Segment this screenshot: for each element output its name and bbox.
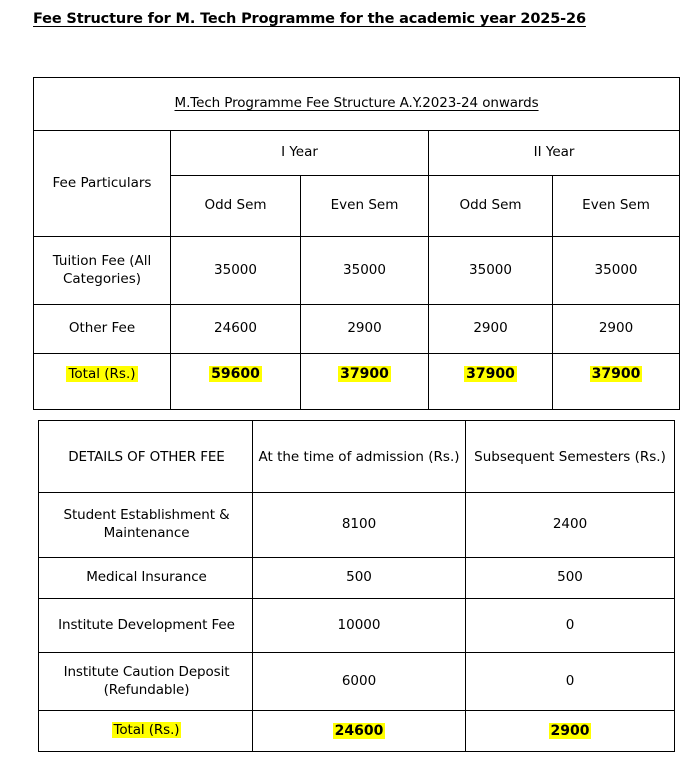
cell-otherfee-y1-even: 2900	[301, 305, 429, 354]
header-details-of-other-fee: DETAILS OF OTHER FEE	[39, 421, 253, 493]
table-row-total	[34, 354, 680, 410]
table-row	[39, 653, 675, 711]
cell-tuition-y1-odd: 35000	[171, 237, 301, 305]
table-row-total	[39, 711, 675, 752]
table-row	[39, 558, 675, 599]
details-of-other-fee-table	[38, 420, 675, 752]
header-year2-even-sem: Even Sem	[553, 176, 680, 237]
row-label-total	[34, 354, 171, 410]
row-label-institute-development-fee: Institute Development Fee	[39, 599, 253, 653]
row-label-student-establishment-maintenance: Student Establishment & Maintenance	[39, 493, 253, 558]
header-year1-odd-sem: Odd Sem	[171, 176, 301, 237]
cell-otherfee-y2-odd: 2900	[429, 305, 553, 354]
row-label-institute-caution-deposit: Institute Caution Deposit (Refundable)	[39, 653, 253, 711]
header-year2-odd-sem: Odd Sem	[429, 176, 553, 237]
cell-total-admission: 24600	[253, 711, 466, 752]
table-row-header	[39, 421, 675, 493]
cell-total-y1-odd: 59600	[171, 354, 301, 410]
table-row-banner	[34, 78, 680, 131]
cell-tuition-y2-even: 35000	[553, 237, 680, 305]
row-label-total-text: Total (Rs.)	[113, 722, 180, 739]
page-title: Fee Structure for M. Tech Programme for the academic year 2025-26	[33, 11, 586, 27]
cell-tuition-y2-odd: 35000	[429, 237, 553, 305]
row-label-medical-insurance: Medical Insurance	[39, 558, 253, 599]
header-year-1: I Year	[171, 131, 429, 176]
header-fee-particulars: Fee Particulars	[34, 131, 171, 237]
cell-total-y1-even: 37900	[301, 354, 429, 410]
cell-medical-insurance-subsequent: 500	[466, 558, 675, 599]
table-row-year-group	[34, 131, 680, 176]
table-one-banner-cell	[34, 78, 680, 131]
cell-student-establishment-admission: 8100	[253, 493, 466, 558]
table-row	[34, 237, 680, 305]
cell-total-y2-odd: 37900	[429, 354, 553, 410]
cell-total-y2-even: 37900	[553, 354, 680, 410]
header-at-time-of-admission: At the time of admission (Rs.)	[253, 421, 466, 493]
header-year1-even-sem: Even Sem	[301, 176, 429, 237]
row-label-other-fee: Other Fee	[34, 305, 171, 354]
cell-medical-insurance-admission: 500	[253, 558, 466, 599]
header-year-2: II Year	[429, 131, 680, 176]
mtech-fee-structure-table	[33, 77, 680, 410]
cell-total-subsequent: 2900	[466, 711, 675, 752]
cell-institute-caution-subsequent: 0	[466, 653, 675, 711]
table-row	[39, 493, 675, 558]
table-one-banner-text: M.Tech Programme Fee Structure A.Y.2023-24 onwards	[174, 95, 539, 112]
header-subsequent-semesters: Subsequent Semesters (Rs.)	[466, 421, 675, 493]
cell-otherfee-y1-odd: 24600	[171, 305, 301, 354]
row-label-tuition-fee: Tuition Fee (All Categories)	[34, 237, 171, 305]
row-label-total-text: Total (Rs.)	[68, 365, 136, 382]
cell-institute-development-subsequent: 0	[466, 599, 675, 653]
table-row	[39, 599, 675, 653]
row-label-total	[39, 711, 253, 752]
cell-institute-caution-admission: 6000	[253, 653, 466, 711]
table-row	[34, 305, 680, 354]
cell-student-establishment-subsequent: 2400	[466, 493, 675, 558]
cell-otherfee-y2-even: 2900	[553, 305, 680, 354]
cell-institute-development-admission: 10000	[253, 599, 466, 653]
cell-tuition-y1-even: 35000	[301, 237, 429, 305]
